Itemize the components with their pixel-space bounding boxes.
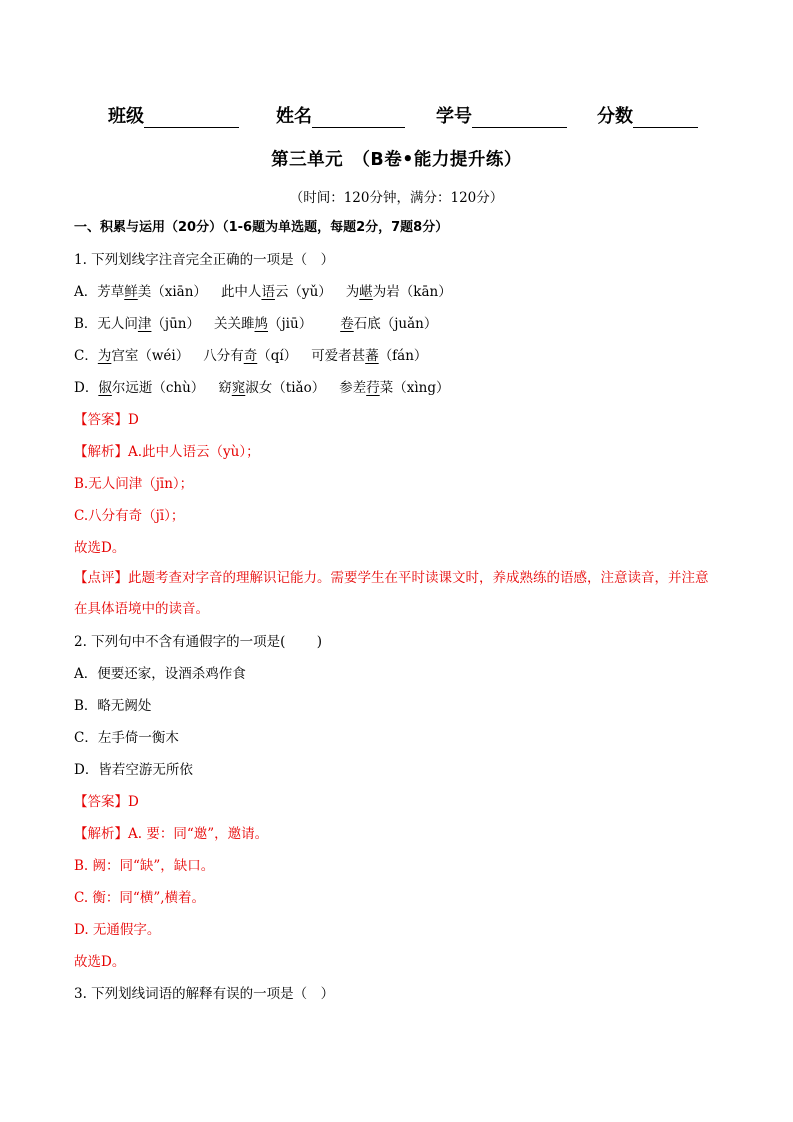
name-blank[interactable] (312, 107, 405, 128)
underlined-char: 嵁 (359, 284, 373, 300)
underlined-char: 鸠 (254, 316, 268, 332)
question-1-option-a (74, 283, 452, 301)
option-text: （fán） (378, 348, 428, 364)
student-id-label: 学号 (436, 106, 472, 127)
option-text: （jiū） (268, 316, 313, 332)
question-2-option-b: B．略无阙处 (74, 698, 152, 714)
underlined-char: 鲜 (124, 284, 138, 300)
underlined-char: 俶 (98, 380, 112, 396)
option-text: 菜（xìng） (379, 380, 450, 396)
question-2-option-d: D．皆若空游无所依 (74, 762, 193, 778)
underlined-char: 语 (261, 284, 275, 300)
question-1-analysis: 【解析】A.此中人语云（yù）； (74, 444, 260, 460)
option-text: 参差 (339, 380, 367, 396)
question-1-conclusion: 故选D。 (74, 540, 126, 556)
score-field (597, 102, 698, 128)
option-text: 尔远逝（chù） (111, 380, 205, 396)
option-text: 石底（juǎn） (353, 316, 438, 332)
score-label: 分数 (597, 106, 633, 127)
option-text: （jūn） (151, 316, 200, 332)
class-field (108, 102, 239, 128)
page-title: 第三单元 （B卷•能力提升练） (271, 150, 522, 170)
option-text: A．芳草 (74, 284, 125, 300)
option-text: 宫室（wéi） (111, 348, 190, 364)
question-2-conclusion: 故选D。 (74, 954, 126, 970)
option-text: 淑女（tiǎo） (245, 380, 326, 396)
option-text: （qí） (257, 348, 298, 364)
option-text: 为 (345, 284, 360, 300)
question-1-comment: 【点评】此题考查对字音的理解识记能力。需要学生在平时读课文时，养成熟练的语感，注意读音，并注意在具体语境中的读音。 (74, 570, 709, 617)
page-subtitle: （时间：120分钟，满分：120分） (289, 190, 504, 206)
option-text: B．无人问 (74, 316, 138, 332)
question-1-analysis-b: B.无人问津（jīn）； (74, 476, 194, 492)
option-text: 八分有 (203, 348, 244, 364)
student-id-blank[interactable] (472, 107, 567, 128)
underlined-char: 荇 (366, 380, 380, 396)
underlined-char: 窕 (231, 380, 246, 396)
underlined-char: 卷 (340, 316, 354, 332)
question-1-option-b (74, 315, 437, 333)
question-2-option-c: C．左手倚一衡木 (74, 730, 179, 746)
score-blank[interactable] (633, 107, 698, 128)
underlined-char: 为 (97, 348, 112, 364)
option-text: 可爱者甚 (311, 348, 366, 364)
underlined-char: 奇 (243, 348, 258, 364)
section-heading: 一、积累与运用（20分）（1-6题为单选题，每题2分，7题8分） (74, 220, 449, 235)
question-1-stem: 1. 下列划线字注音完全正确的一项是（ ） (74, 252, 335, 268)
class-label: 班级 (108, 106, 144, 127)
option-text: D． (74, 380, 99, 396)
question-2-analysis-d: D. 无通假字。 (74, 922, 161, 938)
student-info-header (108, 102, 701, 128)
option-text: 窈 (218, 380, 232, 396)
option-text: 此中人 (220, 284, 262, 300)
option-text: C． (74, 348, 98, 364)
option-text: 云（yǔ） (274, 284, 332, 300)
question-2-analysis-c: C. 衡：同“横”,横着。 (74, 890, 206, 906)
name-label: 姓名 (276, 106, 312, 127)
option-text: 为岩（kān） (372, 284, 452, 300)
question-1-analysis-c: C.八分有奇（jī）； (74, 508, 185, 524)
option-text: 美（xiān） (137, 284, 207, 300)
question-2-answer: 【答案】D (74, 794, 139, 810)
underlined-char: 津 (137, 316, 152, 332)
question-2-option-a: A．便要还家，设酒杀鸡作食 (74, 666, 246, 682)
class-blank[interactable] (144, 107, 239, 128)
underlined-char: 蕃 (365, 348, 379, 364)
question-2-analysis-b: B. 阙：同“缺”，缺口。 (74, 858, 215, 874)
question-1-option-d (74, 379, 449, 397)
student-id-field (436, 102, 567, 128)
question-3-stem: 3. 下列划线词语的解释有误的一项是（ ） (74, 986, 335, 1002)
name-field (276, 102, 405, 128)
question-2-stem: 2. 下列句中不含有通假字的一项是( ) (74, 634, 322, 650)
question-1-option-c (74, 347, 427, 365)
option-text: 关关雎 (214, 316, 255, 332)
question-2-analysis: 【解析】A. 要：同“邀”，邀请。 (74, 826, 269, 842)
question-1-answer: 【答案】D (74, 412, 139, 428)
